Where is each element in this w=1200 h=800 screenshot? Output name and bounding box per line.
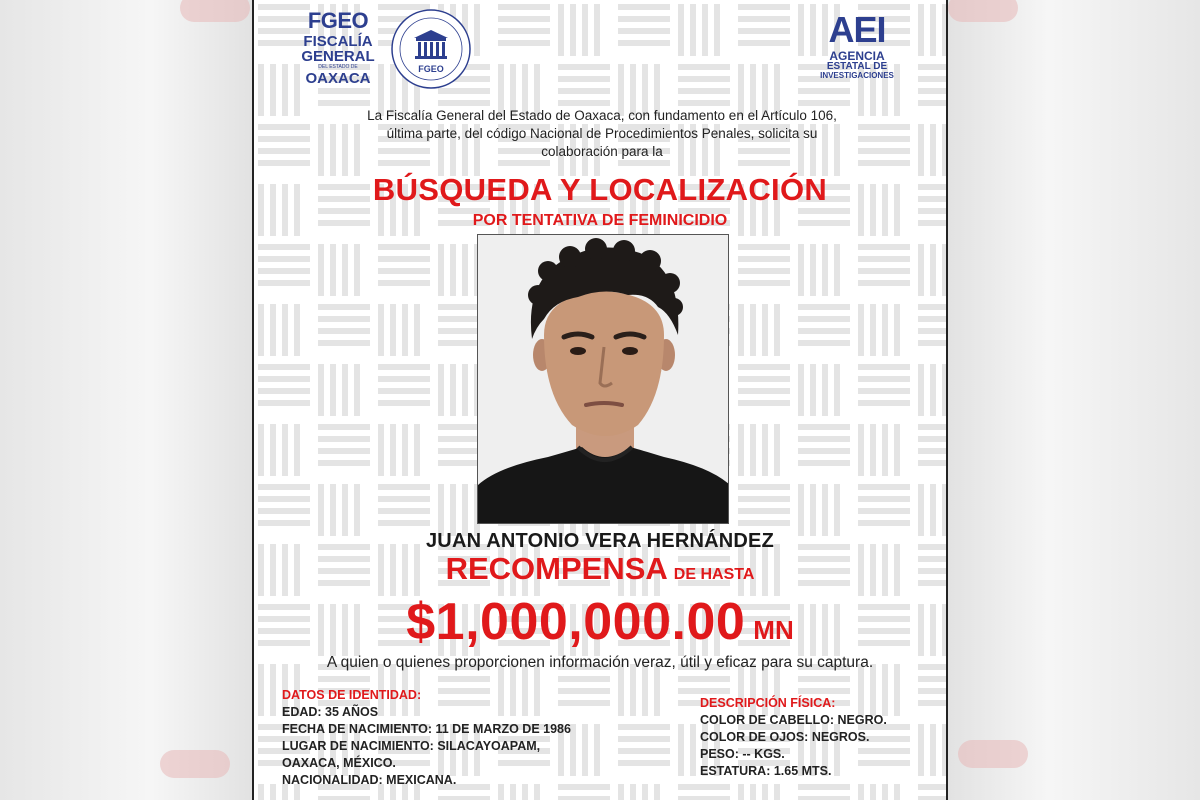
reward-line xyxy=(254,551,946,587)
fgeo-logo xyxy=(298,10,378,86)
intro-line: última parte, del código Nacional de Procedimientos Penales, solicita su xyxy=(386,126,818,141)
blurred-shape xyxy=(958,740,1028,768)
aei-line1: AGENCIA xyxy=(829,49,885,63)
aei-line2: ESTATAL DE xyxy=(826,61,888,72)
fgeo-line3: DEL ESTADO DE xyxy=(318,64,358,70)
portrait-illustration xyxy=(478,235,729,524)
identity-age: EDAD: 35 AÑOS xyxy=(282,705,379,719)
reward-amount-line xyxy=(254,592,946,652)
physical-eyes: COLOR DE OJOS: NEGROS. xyxy=(700,730,870,744)
reward-currency: MN xyxy=(753,615,794,645)
physical-section xyxy=(700,695,940,780)
fgeo-line2: GENERAL xyxy=(301,48,375,65)
intro-paragraph xyxy=(314,107,890,161)
reward-label: RECOMPENSA xyxy=(445,551,668,586)
physical-title: DESCRIPCIÓN FÍSICA: xyxy=(700,696,836,710)
identity-birth-date: FECHA DE NACIMIENTO: 11 DE MARZO DE 1986 xyxy=(282,722,571,736)
fgeo-line1: FISCALÍA xyxy=(303,33,373,50)
seal-text: FGEO xyxy=(418,64,444,74)
intro-line: colaboración para la xyxy=(541,144,663,159)
right-background xyxy=(948,0,1200,800)
physical-weight: PESO: -- KGS. xyxy=(700,747,785,761)
left-background xyxy=(0,0,252,800)
headline: BÚSQUEDA Y LOCALIZACIÓN xyxy=(372,172,828,207)
blurred-shape xyxy=(948,0,1018,22)
wanted-poster xyxy=(252,0,948,800)
subheadline: POR TENTATIVA DE FEMINICIDIO xyxy=(472,212,728,229)
reward-amount: $1,000,000.00 xyxy=(406,593,746,651)
identity-birth-place-cont: OAXACA, MÉXICO. xyxy=(282,756,396,770)
aei-logo xyxy=(820,9,894,80)
blurred-shape xyxy=(160,750,230,778)
identity-section xyxy=(282,687,612,789)
aei-acronym: AEI xyxy=(828,9,886,50)
suspect-name: JUAN ANTONIO VERA HERNÁNDEZ xyxy=(425,530,775,552)
blurred-shape xyxy=(180,0,250,22)
identity-nationality: NACIONALIDAD: MEXICANA. xyxy=(282,773,457,787)
identity-birth-place: LUGAR DE NACIMIENTO: SILACAYOAPAM, xyxy=(282,739,541,753)
aei-line3: INVESTIGACIONES xyxy=(820,71,894,80)
fgeo-line4: OAXACA xyxy=(305,70,371,87)
reward-qualifier: DE HASTA xyxy=(673,566,755,583)
fgeo-acronym: FGEO xyxy=(307,8,369,33)
intro-line: La Fiscalía General del Estado de Oaxaca, con fundamento en el Artículo 106, xyxy=(367,108,837,123)
identity-title: DATOS DE IDENTIDAD: xyxy=(282,688,422,702)
suspect-photo xyxy=(477,234,729,524)
physical-height: ESTATURA: 1.65 MTS. xyxy=(700,764,832,778)
info-note: A quien o quienes proporcionen información veraz, útil y eficaz para su captura. xyxy=(326,654,874,671)
seal-logo xyxy=(390,8,472,90)
physical-hair: COLOR DE CABELLO: NEGRO. xyxy=(700,713,887,727)
